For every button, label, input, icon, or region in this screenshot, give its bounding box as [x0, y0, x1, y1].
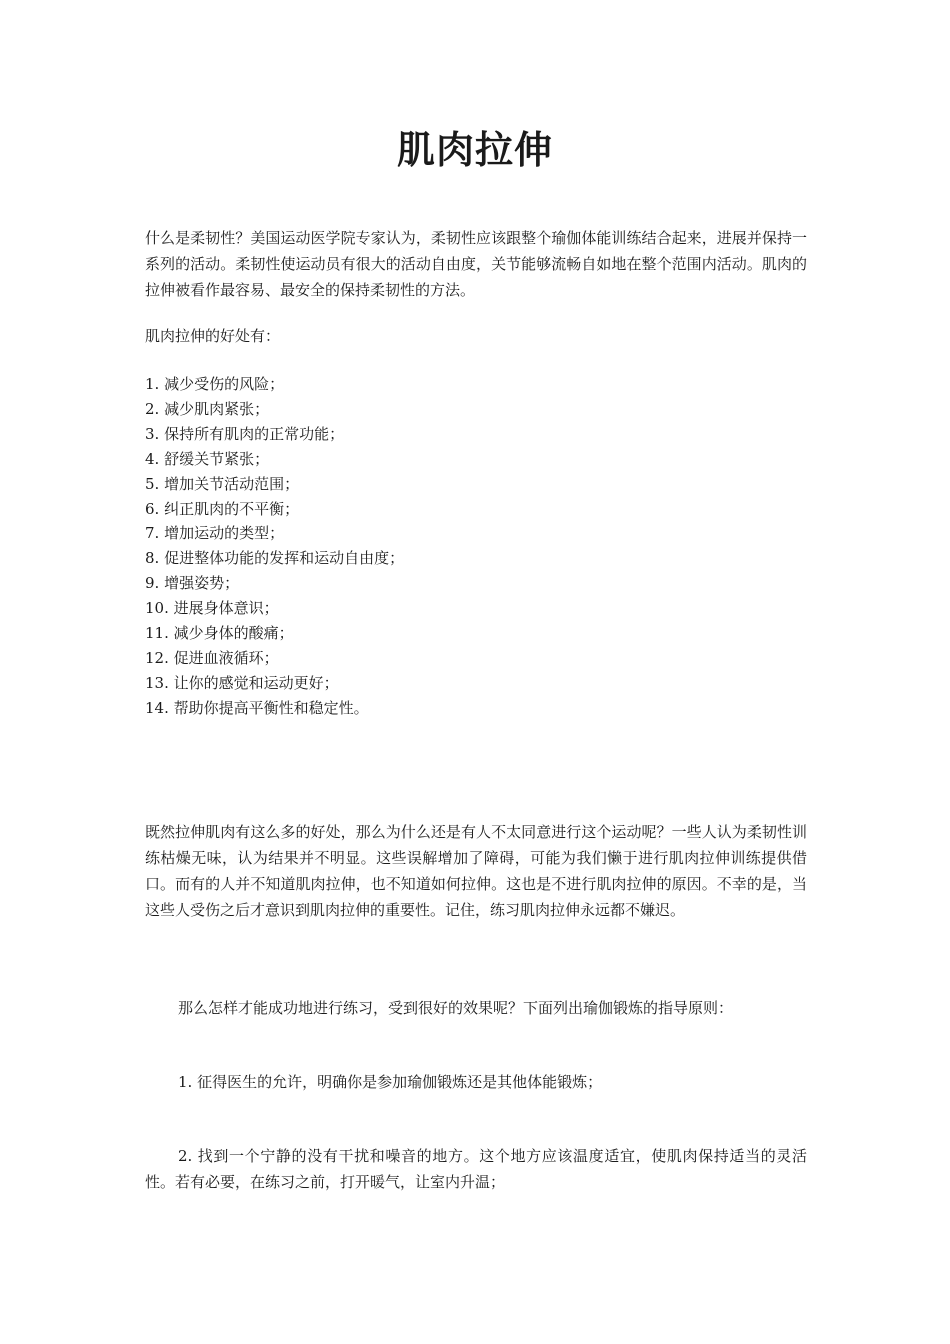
benefits-list: [145, 372, 807, 721]
list-item: 11. 减少身体的酸痛；: [145, 624, 294, 643]
list-item: 4. 舒缓关节紧张；: [145, 449, 270, 468]
guide-item-2: 2. 找到一个宁静的没有干扰和噪音的地方。这个地方应该温度适宜，使肌肉保持适当的灵活性。若有必要，在练习之前，打开暖气，让室内升温；: [145, 1147, 807, 1191]
list-item: 14. 帮助你提高平衡性和稳定性。: [145, 698, 369, 717]
intro-paragraph: 什么是柔韧性？美国运动医学院专家认为，柔韧性应该跟整个瑜伽体能训练结合起来，进展并保持一系列的活动。柔韧性使运动员有很大的活动自由度，关节能够流畅自如地在整个范围内活动。肌肉的拉伸被看作最容易、最安全的保持柔韧性的方法。: [145, 229, 807, 299]
document-title: 肌肉拉伸: [396, 128, 553, 172]
list-item: 3. 保持所有肌肉的正常功能；: [145, 424, 345, 443]
list-item: 9. 增强姿势；: [145, 574, 240, 593]
list-item: 6. 纠正肌肉的不平衡；: [145, 499, 300, 518]
list-item: 10. 进展身体意识；: [145, 599, 279, 618]
list-item: 5. 增加关节活动范围；: [145, 474, 300, 493]
benefits-heading: 肌肉拉伸的好处有：: [145, 327, 281, 345]
list-item: 1. 减少受伤的风险；: [145, 375, 285, 393]
list-item: 7. 增加运动的类型；: [145, 524, 285, 543]
list-item: 8. 促进整体功能的发挥和运动自由度；: [145, 549, 405, 568]
why-paragraph: 既然拉伸肌肉有这么多的好处，那么为什么还是有人不太同意进行这个运动呢？一些人认为柔韧性训练枯燥无味，认为结果并不明显。这些误解增加了障碍，可能为我们懒于进行肌肉拉伸训练提供借口。而有的人并不知道肌肉拉伸，也不知道如何拉伸。这也是不进行肌肉拉伸的原因。不幸的是，当这些人受伤之后才意识到肌肉拉伸的重要性。记住，练习肌肉拉伸永远都不嫌迟。: [145, 823, 807, 919]
list-item: 12. 促进血液循环；: [145, 648, 279, 667]
list-item: 13. 让你的感觉和运动更好；: [145, 673, 339, 692]
guide-intro-paragraph: 那么怎样才能成功地进行练习，受到很好的效果呢？下面列出瑜伽锻炼的指导原则：: [178, 999, 734, 1017]
guide-item-1: 1. 征得医生的允许，明确你是参加瑜伽锻炼还是其他体能锻炼；: [178, 1073, 603, 1091]
list-item: 2. 减少肌肉紧张；: [145, 399, 270, 418]
